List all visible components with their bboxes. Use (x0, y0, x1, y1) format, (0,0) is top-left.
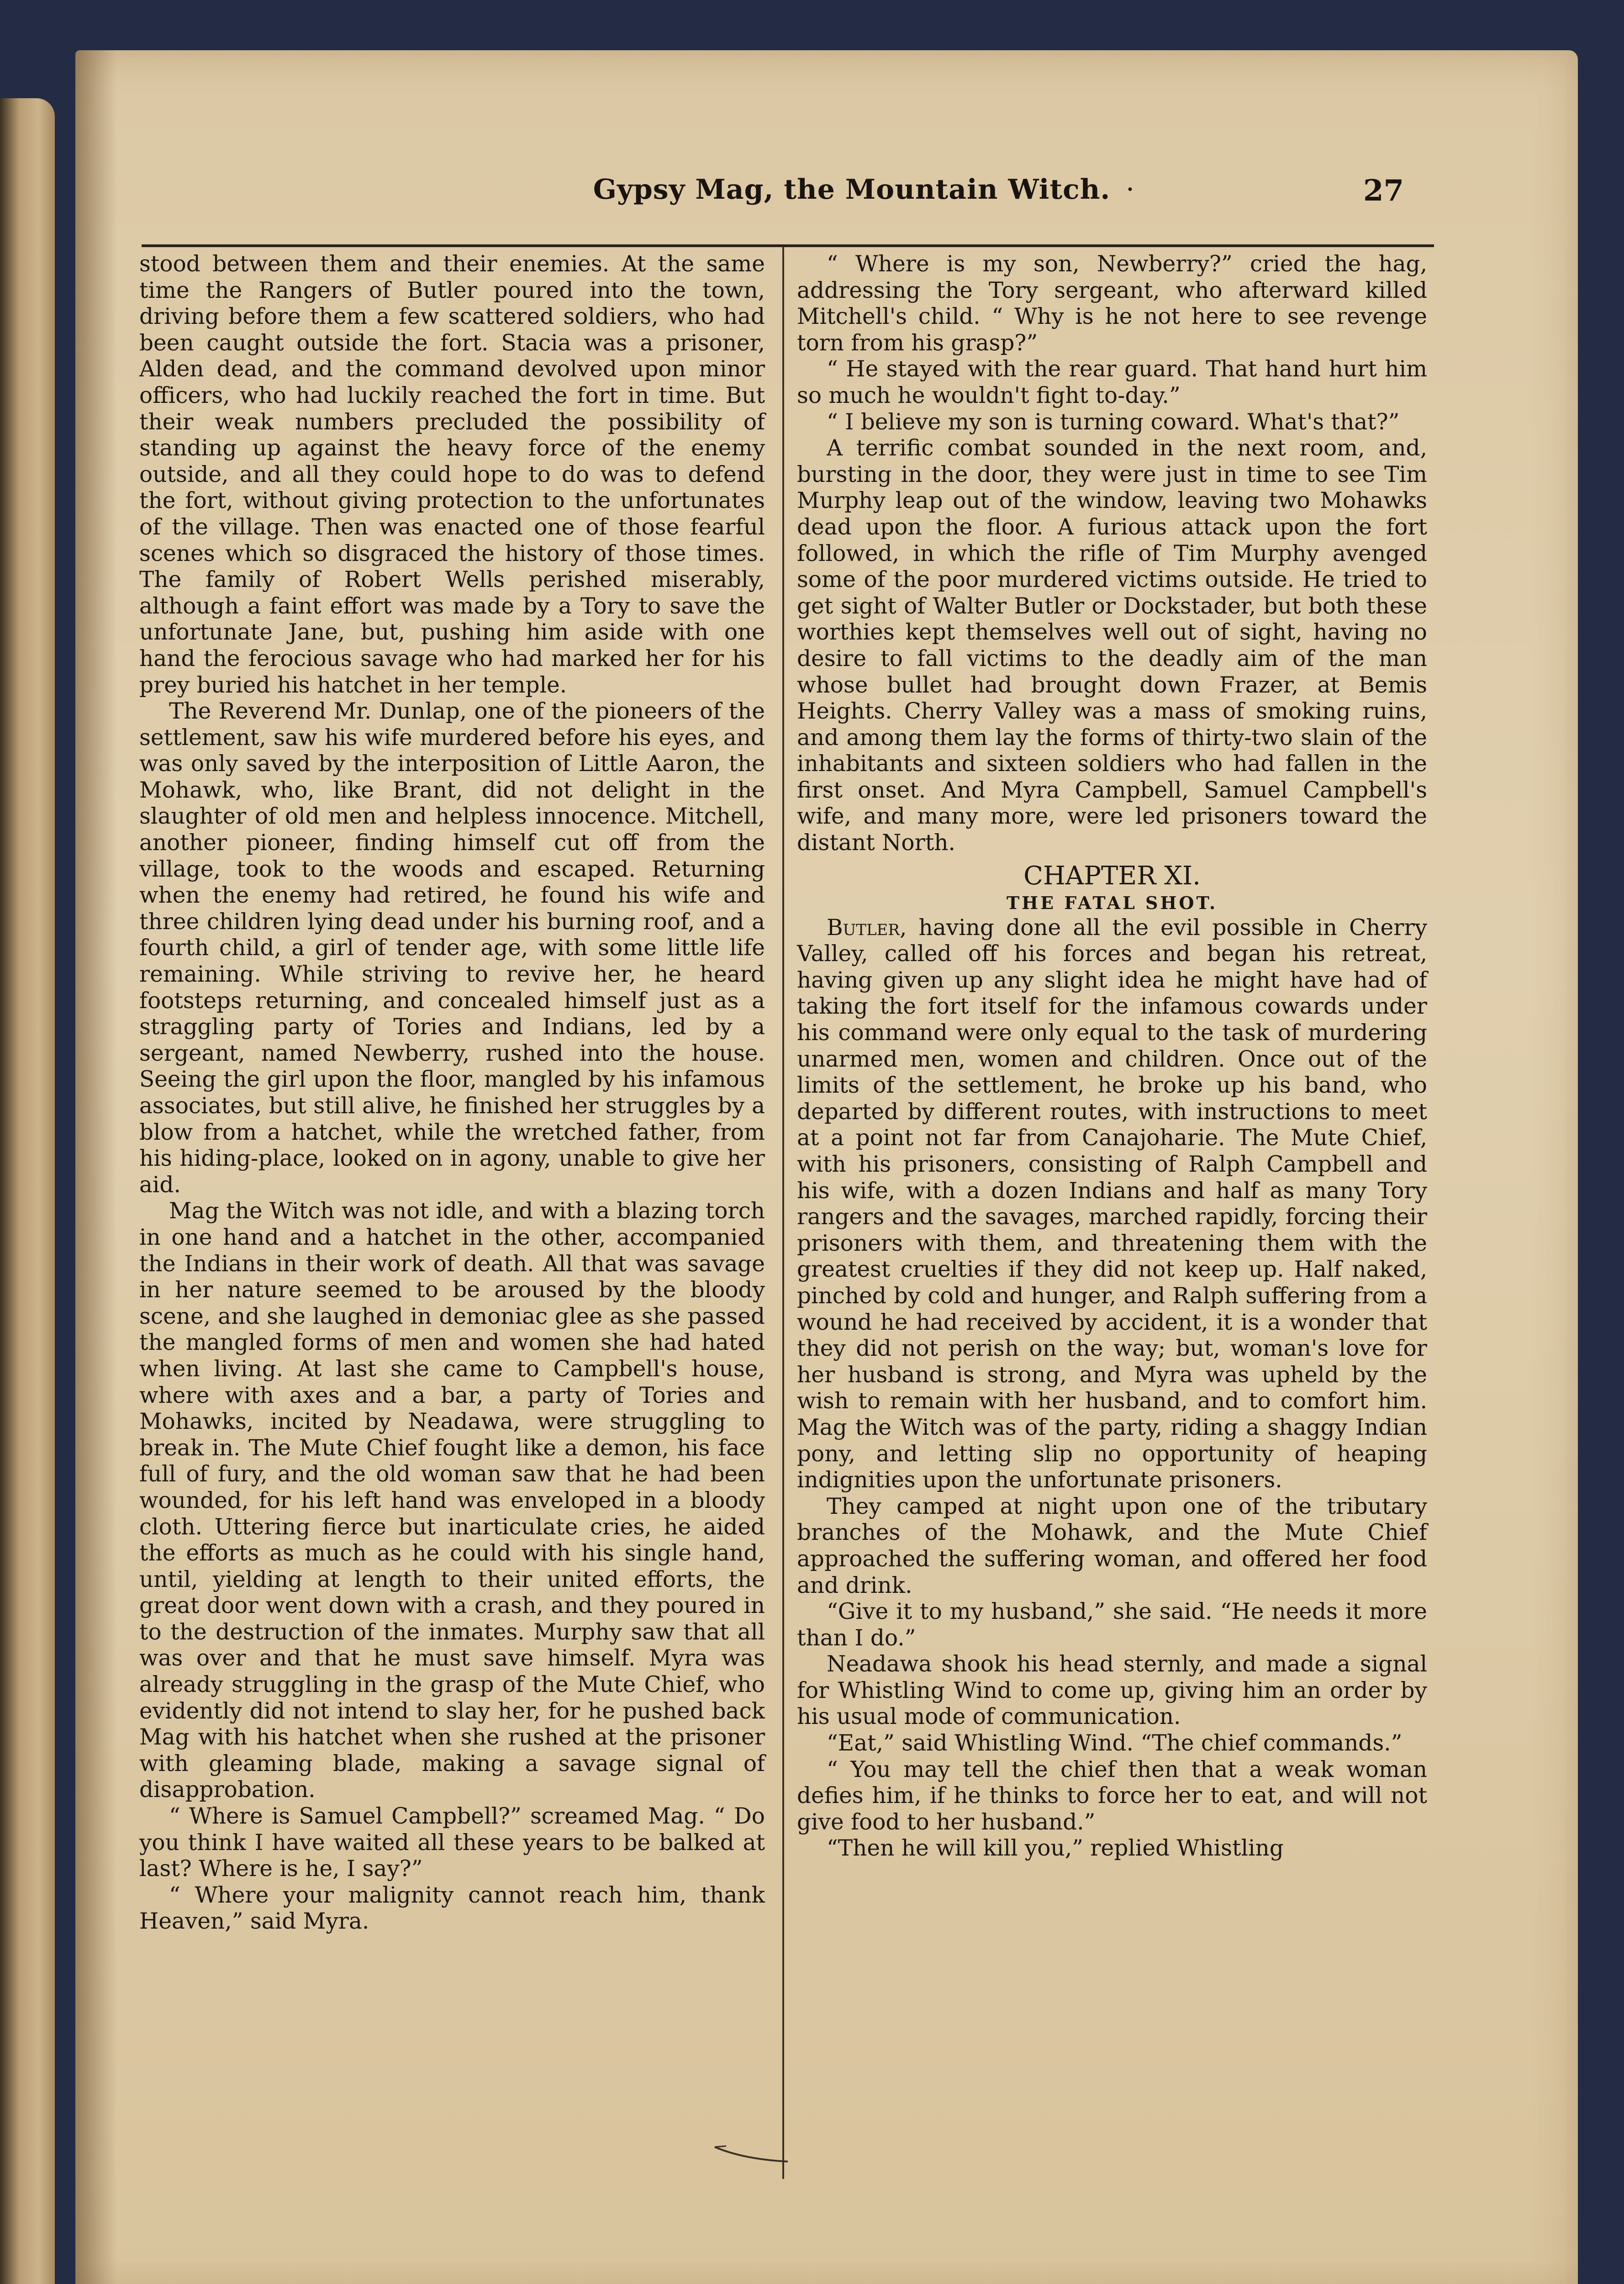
left-column (139, 251, 765, 1935)
chapter-heading: CHAPTER XI. (1023, 861, 1201, 891)
paragraph (797, 915, 1427, 1494)
paragraph: “ You may tell the chief then that a weak woman defies him, if he thinks to force her to eat, and will not give food to her husband.” (797, 1756, 1427, 1835)
paragraph: Mag the Witch was not idle, and with a blazing torch in one hand and a hatchet in the other, accompanied the Indians in their work of death. All that was savage in her nature seemed to be aroused by the bloody scene, and she laughed in demoniac glee as she passed the mangled forms of men and women she had hated when living. At last she came to Campbell's house, where with axes and a bar, a party of Tories and Mohawks, incited by Neadawa, were struggling to break in. The Mute Chief fought like a demon, his face full of fury, and the old woman saw that he had been wounded, for his left hand was enveloped in a bloody cloth. Uttering fierce but inarticulate cries, he aided the efforts as much as he could with his single hand, until, yielding at length to their united efforts, the great door went down with a crash, and they poured in to the destruction of the inmates. Murphy saw that all was over and that he must save himself. Myra was already struggling in the grasp of the Mute Chief, who evidently did not intend to slay her, for he pushed back Mag with his hatchet when she rushed at the prisoner with gleaming blade, making a savage signal of disapprobation. (139, 1198, 765, 1803)
page-number: 27 (1363, 174, 1404, 208)
paragraph: “Then he will kill you,” replied Whistling (827, 1835, 1284, 1861)
paragraph: “ Where your malignity cannot reach him, thank Heaven,” said Myra. (139, 1882, 765, 1935)
paragraph: The Reverend Mr. Dunlap, one of the pioneers of the settlement, saw his wife murdered before his eyes, and was only saved by the interposition of Little Aaron, the Mohawk, who, like Brant, did not delight in the slaughter of old men and helpless innocence. Mitchell, another pioneer, finding himself cut off from the village, took to the woods and escaped. Returning when the enemy had retired, he found his wife and three children lying dead under his burning roof, and a fourth child, a girl of tender age, with some little life remaining. While striving to revive her, he heard footsteps returning, and concealed himself just as a straggling party of Tories and Indians, led by a sergeant, named Newberry, rushed into the house. Seeing the girl upon the floor, mangled by his infamous associates, but still alive, he finished her struggles by a blow from a hatchet, while the wretched father, from his hiding-place, looked on in agony, unable to give her aid. (139, 698, 765, 1198)
header-rule (142, 244, 1434, 247)
paragraph: They camped at night upon one of the tributary branches of the Mohawk, and the Mute Chief approached the suffering woman, and offered her food and drink. (797, 1493, 1427, 1598)
running-header (75, 174, 1578, 224)
paragraph: “ Where is my son, Newberry?” cried the hag, addressing the Tory sergeant, who afterward killed Mitchell's child. “ Why is he not here to see revenge torn from his grasp?” (797, 251, 1427, 356)
facing-page-edge (0, 98, 55, 2284)
paragraph: “ Where is Samuel Campbell?” screamed Mag. “ Do you think I have waited all these years to be balked at last? Where is he, I say?” (139, 1803, 765, 1882)
header-dot: · (1126, 174, 1135, 206)
running-title: Gypsy Mag, the Mountain Witch. (593, 174, 1111, 206)
paragraph: Neadawa shook his head sternly, and made a signal for Whistling Wind to come up, giving him an order by his usual mode of communication. (797, 1651, 1427, 1730)
chapter-subtitle: THE FATAL SHOT. (1006, 892, 1218, 913)
paragraph: “Eat,” said Whistling Wind. “The chief commands.” (827, 1730, 1403, 1756)
paragraph: stood between them and their enemies. At the same time the Rangers of Butler poured into the town, driving before them a few scattered soldiers, who had been caught outside the fort. Stacia was a prisoner, Alden dead, and the command devolved upon minor officers, who had luckily reached the fort in time. But their weak numbers precluded the possibility of standing up against the heavy force of the enemy outside, and all they could hope to do was to defend the fort, without giving protection to the unfortunates of the village. Then was enacted one of those fearful scenes which so disgraced the history of those times. The family of Robert Wells perished miserably, although a faint effort was made by a Tory to save the unfortunate Jane, but, pushing him aside with one hand the ferocious savage who had marked her for his prey buried his hatchet in her temple. (139, 251, 765, 698)
paragraph: “Give it to my husband,” she said. “He needs it more than I do.” (797, 1599, 1427, 1651)
spine-shadow (75, 50, 116, 2284)
column-rule (782, 247, 784, 2179)
chapter-first-word: Butler, (827, 915, 907, 941)
right-column (797, 251, 1427, 1862)
paragraph: A terrific combat sounded in the next room, and, bursting in the door, they were just in time to see Tim Murphy leap out of the window, leaving two Mohawks dead upon the floor. A furious attack upon the fort followed, in which the rifle of Tim Murphy avenged some of the poor murdered victims outside. He tried to get sight of Walter Butler or Dockstader, but both these worthies kept themselves well out of sight, having no desire to fall victims to the deadly aim of the man whose bullet had brought down Frazer, at Bemis Heights. Cherry Valley was a mass of smoking ruins, and among them lay the forms of thirty-two slain of the inhabitants and sixteen soldiers who had fallen in the first onset. And Myra Campbell, Samuel Campbell's wife, and many more, were led prisoners toward the distant North. (797, 435, 1427, 856)
pencil-mark (712, 2142, 790, 2165)
paragraph: “ He stayed with the rear guard. That hand hurt him so much he wouldn't fight to-day.” (797, 356, 1427, 408)
paragraph: “ I believe my son is turning coward. What's that?” (827, 409, 1400, 435)
paragraph-text: having done all the evil possible in Cherry Valley, called off his forces and began his retreat, having given up any slight idea he might have had of taking the fort itself for the infamous cowards under his command were only equal to the task of murdering unarmed men, women and children. Once out of the limits of the settlement, he broke up his band, who departed by different routes, with instructions to meet at a point not far from Canajoharie. The Mute Chief, with his prisoners, consisting of Ralph Campbell and his wife, with a dozen Indians and half as many Tory rangers and the savages, marched rapidly, forcing their prisoners with them, and threatening them with the greatest cruelties if they did not keep up. Half naked, pinched by cold and hunger, and Ralph suffering from a wound he had received by accident, it is a wonder that they did not perish on the way; but, woman's love for her husband is strong, and Myra was upheld by the wish to remain with her husband, and to comfort him. Mag the Witch was of the party, riding a shaggy Indian pony, and letting slip no opportunity of heaping indignities upon the unfortunate prisoners. (797, 915, 1427, 1493)
